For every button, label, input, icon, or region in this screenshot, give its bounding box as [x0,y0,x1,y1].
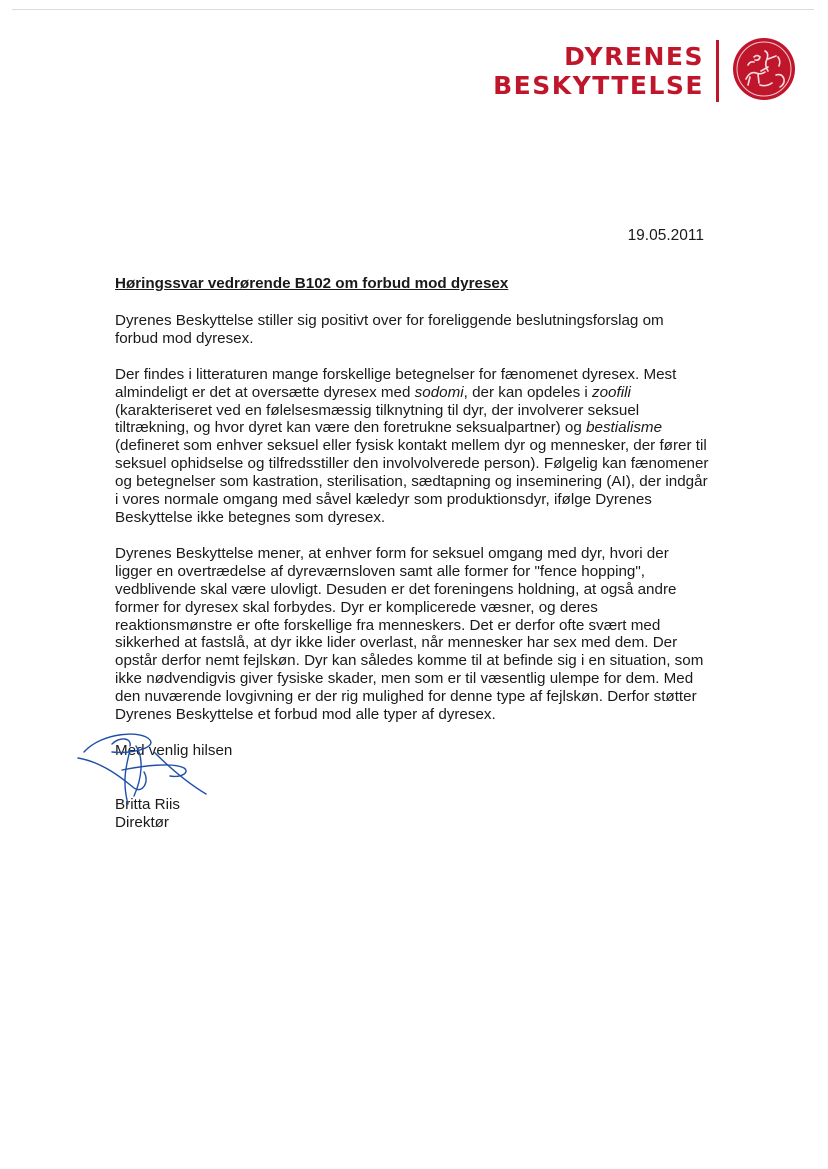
paragraph-2-text: (karakteriseret ved en følelsesmæssig tilknytning til dyr, der involverer seksuel tiltrækning, og hvor dyret kan være den foretrukne seksualpartner) og [115,401,640,437]
letter-subject: Høringssvar vedrørende B102 om forbud mod dyresex [115,275,509,292]
logo-divider [716,40,719,102]
organization-logo [493,36,800,106]
logo-wordmark [493,42,704,100]
paragraph-2-text: Der findes i litteraturen mange forskellige betegnelser for fænomenet dyresex. Mest almindeligt er det at oversætte dyresex med [115,365,677,401]
page-top-rule [12,9,814,10]
handwritten-signature [72,722,212,812]
logo-line-1: DYRENES [564,42,704,71]
closing-greeting: Med venlig hilsen [115,741,233,759]
signer-title: Direktør [115,813,169,831]
term-bestialisme: bestialisme [586,419,663,437]
paragraph-2 [115,366,709,527]
logo-line-2: BESKYTTELSE [493,71,704,100]
paragraph-2-text: , der kan opdeles i [463,383,592,401]
paragraph-1: Dyrenes Beskyttelse stiller sig positivt over for foreliggende beslutningsforslag om forbud mod dyresex. [115,311,664,347]
term-sodomi: sodomi [414,383,464,401]
signer-name: Britta Riis [115,795,180,813]
paragraph-2-text: (defineret som enhver seksuel eller fysisk kontakt mellem dyr og mennesker, der fører til seksuel ophidselse og tilfredsstiller den involvolverede person). Følgelig kan fænomener og betegnelser som kastration, sterilisation, sædtapning og inseminering (AI), der indgår i vores normale omgang med såvel kæledyr som produktionsdyr, ifølge Dyrenes Beskyttelse ikke betegnes som dyresex. [115,437,709,526]
animal-seal-icon [732,37,796,101]
term-zoofili: zoofili [591,383,631,401]
letter-date: 19.05.2011 [627,227,704,244]
paragraph-3: Dyrenes Beskyttelse mener, at enhver form for seksuel omgang med dyr, hvori der ligger en overtrædelse af dyreværnsloven samt alle former for "fence hopping", vedblivende skal være ulovligt. Desuden er det foreningens holdning, at også andre former for dyresex skal forbydes. Dyr er komplicerede væsner, og deres reaktionsmønstre er ofte forskellige fra menneskers. Det er derfor ofte svært med sikkerhed at fastslå, at dyr ikke lider overlast, når mennesker har sex med dem. Der opstår derfor nemt fejlskøn. Dyr kan således komme til at befinde sig i en situation, som ikke nødvendigvis giver fysiske skader, men som er til væsentlig ulempe for dem. Med den nuværende lovgivning er der rig mulighed for denne type af fejlskøn. Derfor støtter Dyrenes Beskyttelse et forbud mod alle typer af dyresex. [115,544,704,724]
